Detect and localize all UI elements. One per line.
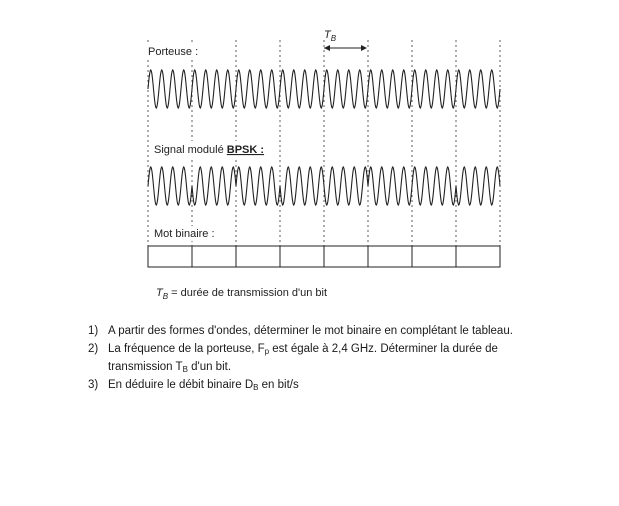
- tb-arrow-right-head: [361, 45, 367, 51]
- binary-table-cell[interactable]: [368, 246, 412, 267]
- question-2-sub-a: p: [264, 347, 270, 356]
- question-2-text-a: La fréquence de la porteuse, F: [108, 343, 265, 355]
- bpsk-waveform: [148, 167, 500, 205]
- question-3-sub-a: B: [253, 383, 259, 392]
- binary-table-cell[interactable]: [192, 246, 236, 267]
- question-3-number: 3): [88, 379, 99, 391]
- question-1: [88, 322, 558, 340]
- binary-word-table: [148, 246, 500, 267]
- question-2-sub-b: B: [182, 365, 188, 374]
- question-3-text-b: en bit/s: [258, 379, 299, 391]
- binary-table-cell[interactable]: [324, 246, 368, 267]
- caption-t: T: [156, 287, 163, 299]
- question-1-number: 1): [88, 325, 99, 337]
- question-3: [88, 376, 558, 394]
- carrier-label: Porteuse :: [148, 46, 199, 58]
- binary-table-cell[interactable]: [280, 246, 324, 267]
- question-2-text-c: d'un bit.: [187, 361, 232, 373]
- question-list: [88, 322, 558, 394]
- tb-label-main: T: [324, 29, 331, 41]
- binary-table-cell[interactable]: [456, 246, 500, 267]
- question-2: [88, 340, 558, 376]
- question-2-text-b: est égale à 2,4 GHz. Déterminer la durée de transmission T: [108, 343, 498, 373]
- binary-table-cell[interactable]: [412, 246, 456, 267]
- tb-marker: [324, 29, 367, 51]
- question-1-text: A partir des formes d'ondes, déterminer le mot binaire en complétant le tableau.: [108, 325, 513, 337]
- bpsk-label-bold: BPSK :: [226, 144, 265, 156]
- binary-table-cell[interactable]: [148, 246, 192, 267]
- svg-text:TB: [324, 29, 337, 43]
- binary-label: Mot binaire :: [154, 228, 215, 240]
- tb-label-sub: B: [330, 34, 337, 43]
- caption-text: = durée de transmission d'un bit: [168, 287, 328, 299]
- bpsk-label: [154, 144, 264, 156]
- question-3-text-a: En déduire le débit binaire D: [108, 379, 254, 391]
- tb-caption: [156, 287, 327, 301]
- caption-b: B: [162, 292, 169, 301]
- binary-table-cell[interactable]: [236, 246, 280, 267]
- bpsk-label-prefix: Signal modulé: [154, 144, 227, 156]
- question-2-number: 2): [88, 343, 99, 355]
- tb-arrow-left-head: [324, 45, 330, 51]
